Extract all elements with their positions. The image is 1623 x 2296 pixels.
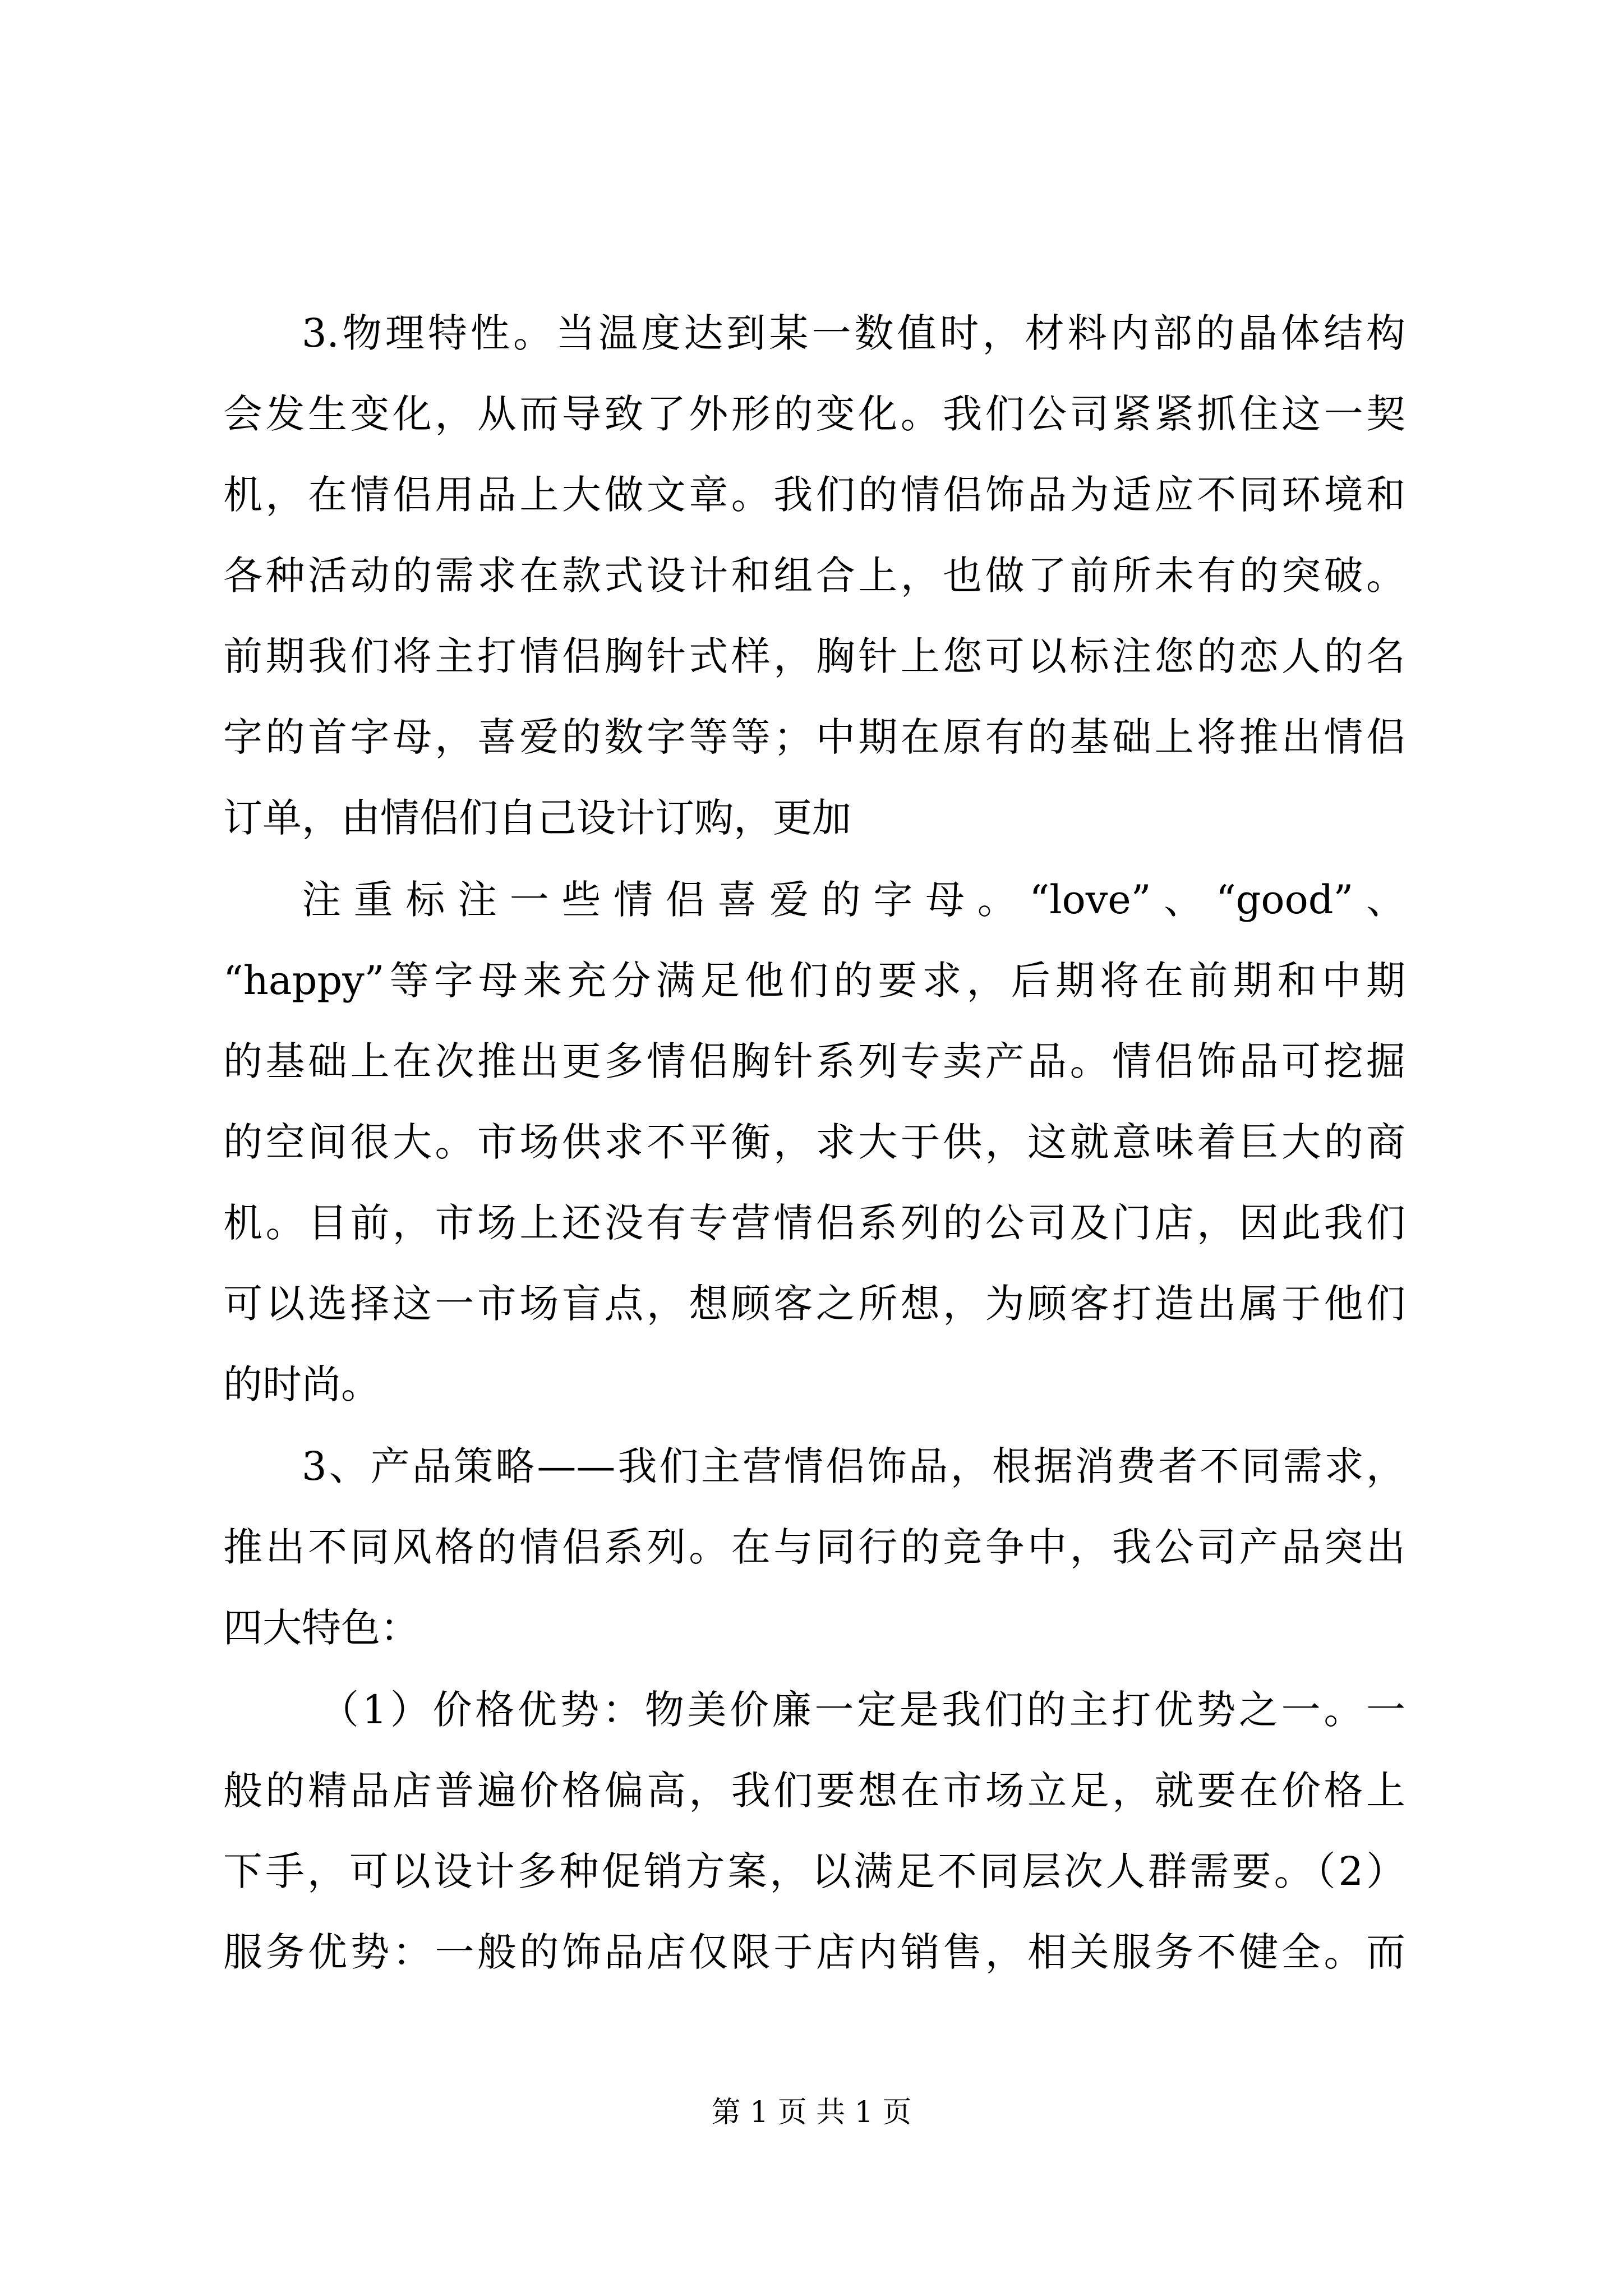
- text-line: 各种活动的需求在款式设计和组合上，也做了前所未有的突破。: [223, 553, 1405, 599]
- text-line: 般的精品店普遍价格偏高，我们要想在市场立足，就要在价格上: [223, 1768, 1405, 1814]
- text-line: 机，在情侣用品上大做文章。我们的情侣饰品为适应不同环境和: [223, 472, 1405, 518]
- text-line: 字的首字母，喜爱的数字等等；中期在原有的基础上将推出情侣: [223, 714, 1405, 760]
- text-line: 推出不同风格的情侣系列。在与同行的竞争中，我公司产品突出: [223, 1524, 1405, 1570]
- text-line: 可以选择这一市场盲点，想顾客之所想，为顾客打造出属于他们: [223, 1281, 1405, 1327]
- text-line: 的时尚。: [223, 1361, 380, 1407]
- text-line: 的基础上在次推出更多情侣胸针系列专卖产品。情侣饰品可挖掘: [223, 1038, 1405, 1084]
- text-line: 3.物理特性。当温度达到某一数值时，材料内部的晶体结构: [302, 310, 1405, 356]
- text-line: 会发生变化，从而导致了外形的变化。我们公司紧紧抓住这一契: [223, 391, 1405, 437]
- text-line: 下手，可以设计多种促销方案，以满足不同层次人群需要。（2）: [223, 1848, 1405, 1894]
- text-line: 3、产品策略——我们主营情侣饰品，根据消费者不同需求，: [302, 1443, 1405, 1489]
- page-footer: 第 1 页 共 1 页: [711, 2096, 912, 2129]
- text-line: 机。目前，市场上还没有专营情侣系列的公司及门店，因此我们: [223, 1200, 1405, 1246]
- text-line: 的空间很大。市场供求不平衡，求大于供，这就意味着巨大的商: [223, 1119, 1405, 1165]
- text-line: 服务优势：一般的饰品店仅限于店内销售，相关服务不健全。而: [223, 1929, 1405, 1975]
- text-line: 四大特色：: [223, 1605, 419, 1651]
- text-line: （1）价格优势：物美价廉一定是我们的主打优势之一。一: [320, 1687, 1405, 1733]
- text-line: 订单，由情侣们自己设计订购，更加: [223, 795, 851, 841]
- text-line: 注重标注一些情侣喜爱的字母。“love”、“good”、: [302, 877, 1405, 923]
- text-line: 前期我们将主打情侣胸针式样，胸针上您可以标注您的恋人的名: [223, 633, 1405, 679]
- text-line: “happy”等字母来充分满足他们的要求，后期将在前期和中期: [223, 958, 1405, 1004]
